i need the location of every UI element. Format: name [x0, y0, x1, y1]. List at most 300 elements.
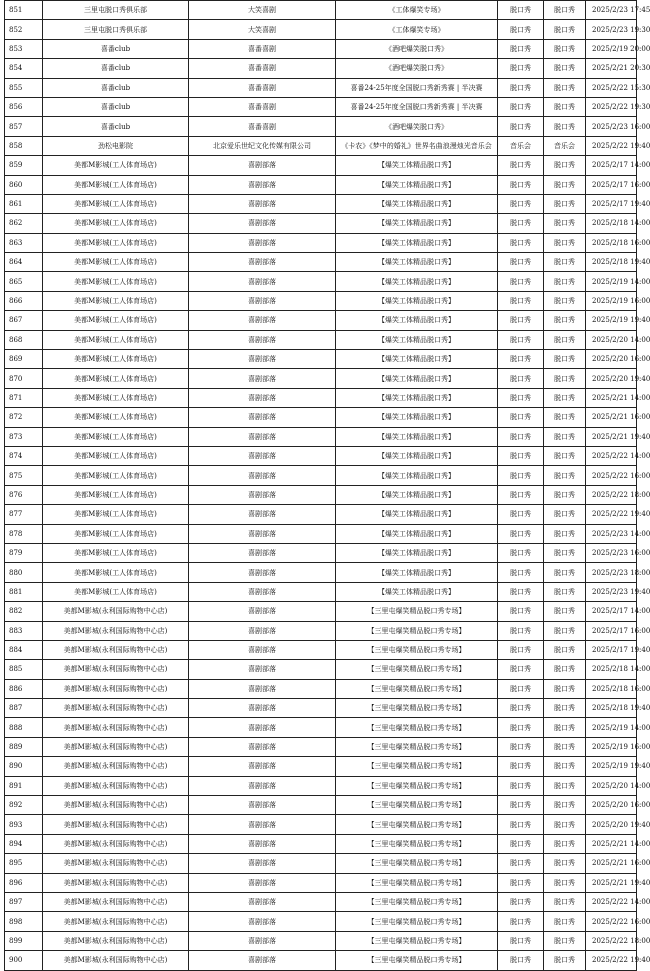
cell-type: 脱口秀: [544, 59, 586, 78]
cell-row-number: 895: [5, 854, 43, 873]
cell-category: 脱口秀: [498, 873, 544, 892]
cell-show-title: 【爆笑工体精品脱口秀】: [336, 291, 498, 310]
cell-type: 脱口秀: [544, 156, 586, 175]
cell-venue: 美都M影城(工人体育场店): [43, 350, 189, 369]
cell-category: 脱口秀: [498, 796, 544, 815]
cell-datetime: 2025/2/22 19:40: [586, 136, 637, 155]
cell-venue: 美都M影城(永利国际购物中心店): [43, 951, 189, 970]
cell-row-number: 888: [5, 718, 43, 737]
cell-organizer: 喜剧部落: [189, 621, 336, 640]
cell-organizer: 喜剧部落: [189, 350, 336, 369]
cell-organizer: 喜剧部落: [189, 834, 336, 853]
cell-category: 脱口秀: [498, 408, 544, 427]
cell-row-number: 881: [5, 582, 43, 601]
cell-datetime: 2025/2/20 19:40: [586, 815, 637, 834]
cell-show-title: 【三里屯爆笑精品脱口秀专场】: [336, 679, 498, 698]
cell-type: 脱口秀: [544, 892, 586, 911]
cell-row-number: 856: [5, 97, 43, 116]
cell-datetime: 2025/2/18 16:00: [586, 679, 637, 698]
cell-row-number: 884: [5, 640, 43, 659]
table-row: [5, 311, 637, 330]
cell-venue: 美都M影城(工人体育场店): [43, 156, 189, 175]
cell-row-number: 899: [5, 931, 43, 950]
cell-type: 脱口秀: [544, 330, 586, 349]
cell-row-number: 896: [5, 873, 43, 892]
cell-category: 脱口秀: [498, 311, 544, 330]
cell-type: 脱口秀: [544, 214, 586, 233]
table-row: [5, 427, 637, 446]
cell-show-title: 《工体爆笑专场》: [336, 20, 498, 39]
table-row: [5, 194, 637, 213]
cell-show-title: 【三里屯爆笑精品脱口秀专场】: [336, 737, 498, 756]
cell-category: 脱口秀: [498, 757, 544, 776]
cell-datetime: 2025/2/20 14:00: [586, 330, 637, 349]
cell-type: 脱口秀: [544, 291, 586, 310]
cell-type: 脱口秀: [544, 815, 586, 834]
cell-organizer: 喜剧部落: [189, 563, 336, 582]
cell-category: 脱口秀: [498, 369, 544, 388]
cell-category: 脱口秀: [498, 776, 544, 795]
cell-type: 脱口秀: [544, 350, 586, 369]
cell-category: 脱口秀: [498, 117, 544, 136]
table-row: [5, 175, 637, 194]
cell-show-title: 【爆笑工体精品脱口秀】: [336, 388, 498, 407]
cell-organizer: 喜剧部落: [189, 330, 336, 349]
cell-datetime: 2025/2/21 19:40: [586, 427, 637, 446]
cell-venue: 美都M影城(工人体育场店): [43, 543, 189, 562]
cell-category: 脱口秀: [498, 582, 544, 601]
cell-organizer: 喜剧部落: [189, 291, 336, 310]
cell-venue: 美都M影城(永利国际购物中心店): [43, 834, 189, 853]
cell-organizer: 喜剧部落: [189, 194, 336, 213]
cell-datetime: 2025/2/19 14:00: [586, 718, 637, 737]
cell-organizer: 喜剧部落: [189, 815, 336, 834]
cell-venue: 美都M影城(永利国际购物中心店): [43, 737, 189, 756]
cell-row-number: 869: [5, 350, 43, 369]
cell-row-number: 898: [5, 912, 43, 931]
cell-datetime: 2025/2/21 16:00: [586, 408, 637, 427]
cell-show-title: 【爆笑工体精品脱口秀】: [336, 311, 498, 330]
cell-type: 脱口秀: [544, 931, 586, 950]
cell-venue: 美都M影城(永利国际购物中心店): [43, 602, 189, 621]
cell-venue: 美都M影城(永利国际购物中心店): [43, 854, 189, 873]
table-row: [5, 350, 637, 369]
cell-venue: 美都M影城(工人体育场店): [43, 214, 189, 233]
cell-datetime: 2025/2/23 19:30: [586, 20, 637, 39]
cell-datetime: 2025/2/22 19:40: [586, 505, 637, 524]
cell-row-number: 851: [5, 1, 43, 20]
cell-datetime: 2025/2/21 19:40: [586, 873, 637, 892]
cell-datetime: 2025/2/18 19:40: [586, 253, 637, 272]
cell-organizer: 喜剧部落: [189, 446, 336, 465]
cell-category: 脱口秀: [498, 699, 544, 718]
cell-category: 音乐会: [498, 136, 544, 155]
cell-datetime: 2025/2/17 19:40: [586, 194, 637, 213]
cell-category: 脱口秀: [498, 621, 544, 640]
cell-show-title: 【爆笑工体精品脱口秀】: [336, 214, 498, 233]
table-row: [5, 776, 637, 795]
cell-venue: 美都M影城(工人体育场店): [43, 272, 189, 291]
cell-datetime: 2025/2/22 19:30: [586, 97, 637, 116]
cell-venue: 美都M影城(永利国际购物中心店): [43, 912, 189, 931]
cell-venue: 喜番club: [43, 59, 189, 78]
cell-type: 脱口秀: [544, 951, 586, 970]
cell-datetime: 2025/2/17 16:00: [586, 175, 637, 194]
cell-venue: 美都M影城(工人体育场店): [43, 485, 189, 504]
cell-category: 脱口秀: [498, 427, 544, 446]
cell-row-number: 859: [5, 156, 43, 175]
table-row: [5, 854, 637, 873]
cell-datetime: 2025/2/20 16:00: [586, 796, 637, 815]
cell-show-title: 《酒吧爆笑脱口秀》: [336, 39, 498, 58]
cell-organizer: 喜剧部落: [189, 214, 336, 233]
cell-organizer: 喜剧部落: [189, 931, 336, 950]
cell-type: 脱口秀: [544, 737, 586, 756]
cell-show-title: 【三里屯爆笑精品脱口秀专场】: [336, 776, 498, 795]
cell-organizer: 喜剧部落: [189, 505, 336, 524]
table-row: [5, 543, 637, 562]
cell-type: 脱口秀: [544, 39, 586, 58]
cell-show-title: 【爆笑工体精品脱口秀】: [336, 582, 498, 601]
cell-datetime: 2025/2/18 19:40: [586, 699, 637, 718]
table-row: [5, 466, 637, 485]
cell-row-number: 893: [5, 815, 43, 834]
cell-show-title: 【三里屯爆笑精品脱口秀专场】: [336, 699, 498, 718]
cell-show-title: 【三里屯爆笑精品脱口秀专场】: [336, 834, 498, 853]
cell-category: 脱口秀: [498, 485, 544, 504]
cell-row-number: 874: [5, 446, 43, 465]
cell-organizer: 喜剧部落: [189, 892, 336, 911]
cell-type: 脱口秀: [544, 97, 586, 116]
cell-type: 脱口秀: [544, 175, 586, 194]
cell-row-number: 876: [5, 485, 43, 504]
cell-organizer: 喜番喜剧: [189, 59, 336, 78]
cell-show-title: 【三里屯爆笑精品脱口秀专场】: [336, 912, 498, 931]
cell-organizer: 大笑喜剧: [189, 1, 336, 20]
cell-row-number: 858: [5, 136, 43, 155]
cell-datetime: 2025/2/17 19:40: [586, 640, 637, 659]
cell-organizer: 喜剧部落: [189, 854, 336, 873]
table-row: [5, 931, 637, 950]
table-row: [5, 563, 637, 582]
cell-show-title: 【三里屯爆笑精品脱口秀专场】: [336, 796, 498, 815]
cell-category: 脱口秀: [498, 602, 544, 621]
cell-venue: 美都M影城(永利国际购物中心店): [43, 892, 189, 911]
cell-datetime: 2025/2/21 14:00: [586, 388, 637, 407]
table-row: [5, 20, 637, 39]
cell-organizer: 喜剧部落: [189, 660, 336, 679]
cell-category: 脱口秀: [498, 78, 544, 97]
table-body: [5, 1, 650, 971]
cell-venue: 美都M影城(工人体育场店): [43, 524, 189, 543]
cell-type: 脱口秀: [544, 699, 586, 718]
cell-datetime: 2025/2/22 16:00: [586, 466, 637, 485]
table-row: [5, 388, 637, 407]
table-row: [5, 485, 637, 504]
cell-datetime: 2025/2/22 14:00: [586, 892, 637, 911]
cell-row-number: 871: [5, 388, 43, 407]
cell-datetime: 2025/2/23 16:00: [586, 117, 637, 136]
table-row: [5, 699, 637, 718]
cell-venue: 喜番club: [43, 97, 189, 116]
cell-show-title: 【爆笑工体精品脱口秀】: [336, 485, 498, 504]
cell-datetime: 2025/2/19 16:00: [586, 737, 637, 756]
cell-venue: 美都M影城(工人体育场店): [43, 291, 189, 310]
cell-type: 脱口秀: [544, 505, 586, 524]
cell-organizer: 喜剧部落: [189, 485, 336, 504]
cell-datetime: 2025/2/20 19:40: [586, 369, 637, 388]
cell-row-number: 861: [5, 194, 43, 213]
cell-organizer: 喜剧部落: [189, 582, 336, 601]
cell-type: 脱口秀: [544, 446, 586, 465]
cell-venue: 美都M影城(工人体育场店): [43, 233, 189, 252]
cell-show-title: 【爆笑工体精品脱口秀】: [336, 466, 498, 485]
table-row: [5, 815, 637, 834]
cell-show-title: 【三里屯爆笑精品脱口秀专场】: [336, 815, 498, 834]
cell-venue: 美都M影城(永利国际购物中心店): [43, 699, 189, 718]
cell-organizer: 喜番喜剧: [189, 117, 336, 136]
cell-category: 脱口秀: [498, 524, 544, 543]
cell-row-number: 857: [5, 117, 43, 136]
cell-datetime: 2025/2/23 19:40: [586, 582, 637, 601]
cell-organizer: 喜剧部落: [189, 543, 336, 562]
cell-show-title: 【三里屯爆笑精品脱口秀专场】: [336, 951, 498, 970]
cell-category: 脱口秀: [498, 951, 544, 970]
cell-organizer: 喜剧部落: [189, 253, 336, 272]
cell-row-number: 860: [5, 175, 43, 194]
table-row: [5, 446, 637, 465]
cell-row-number: 883: [5, 621, 43, 640]
cell-show-title: 【爆笑工体精品脱口秀】: [336, 563, 498, 582]
cell-row-number: 872: [5, 408, 43, 427]
cell-show-title: 《卡农》《梦中的婚礼》世界名曲浪漫烛光音乐会: [336, 136, 498, 155]
cell-type: 脱口秀: [544, 621, 586, 640]
cell-type: 脱口秀: [544, 718, 586, 737]
cell-category: 脱口秀: [498, 505, 544, 524]
cell-row-number: 868: [5, 330, 43, 349]
cell-type: 脱口秀: [544, 582, 586, 601]
cell-row-number: 854: [5, 59, 43, 78]
table-row: [5, 369, 637, 388]
cell-venue: 美都M影城(工人体育场店): [43, 446, 189, 465]
cell-organizer: 喜番喜剧: [189, 78, 336, 97]
table-row: [5, 1, 637, 20]
cell-datetime: 2025/2/23 17:45: [586, 1, 637, 20]
cell-type: 脱口秀: [544, 311, 586, 330]
cell-organizer: 喜剧部落: [189, 737, 336, 756]
cell-show-title: 【三里屯爆笑精品脱口秀专场】: [336, 602, 498, 621]
cell-datetime: 2025/2/22 18:00: [586, 931, 637, 950]
cell-row-number: 852: [5, 20, 43, 39]
cell-organizer: 喜剧部落: [189, 272, 336, 291]
cell-venue: 美都M影城(永利国际购物中心店): [43, 931, 189, 950]
cell-venue: 美都M影城(永利国际购物中心店): [43, 660, 189, 679]
cell-venue: 美都M影城(工人体育场店): [43, 175, 189, 194]
table-row: [5, 621, 637, 640]
cell-category: 脱口秀: [498, 20, 544, 39]
cell-category: 脱口秀: [498, 1, 544, 20]
cell-show-title: 《酒吧爆笑脱口秀》: [336, 117, 498, 136]
cell-organizer: 喜剧部落: [189, 175, 336, 194]
table-row: [5, 737, 637, 756]
table-row: [5, 834, 637, 853]
cell-type: 脱口秀: [544, 679, 586, 698]
cell-show-title: 【三里屯爆笑精品脱口秀专场】: [336, 854, 498, 873]
table-row: [5, 602, 637, 621]
table-row: [5, 524, 637, 543]
table-row: [5, 330, 637, 349]
cell-row-number: 900: [5, 951, 43, 970]
table-row: [5, 796, 637, 815]
cell-category: 脱口秀: [498, 737, 544, 756]
table-row: [5, 892, 637, 911]
table-row: [5, 640, 637, 659]
cell-show-title: 【爆笑工体精品脱口秀】: [336, 369, 498, 388]
cell-row-number: 889: [5, 737, 43, 756]
cell-category: 脱口秀: [498, 854, 544, 873]
cell-venue: 喜番club: [43, 39, 189, 58]
cell-venue: 美都M影城(工人体育场店): [43, 369, 189, 388]
table-row: [5, 39, 637, 58]
cell-organizer: 喜剧部落: [189, 718, 336, 737]
cell-row-number: 891: [5, 776, 43, 795]
table-row: [5, 951, 637, 970]
cell-organizer: 喜剧部落: [189, 679, 336, 698]
cell-organizer: 喜剧部落: [189, 466, 336, 485]
cell-show-title: 【爆笑工体精品脱口秀】: [336, 350, 498, 369]
cell-datetime: 2025/2/19 16:00: [586, 291, 637, 310]
cell-venue: 美都M影城(工人体育场店): [43, 505, 189, 524]
cell-row-number: 892: [5, 796, 43, 815]
cell-organizer: 喜剧部落: [189, 311, 336, 330]
table-row: [5, 912, 637, 931]
cell-venue: 美都M影城(工人体育场店): [43, 563, 189, 582]
cell-row-number: 878: [5, 524, 43, 543]
cell-type: 脱口秀: [544, 640, 586, 659]
cell-venue: 美都M影城(永利国际购物中心店): [43, 621, 189, 640]
table-row: [5, 59, 637, 78]
cell-organizer: 喜剧部落: [189, 408, 336, 427]
cell-category: 脱口秀: [498, 815, 544, 834]
cell-datetime: 2025/2/23 18:00: [586, 563, 637, 582]
cell-row-number: 887: [5, 699, 43, 718]
cell-type: 脱口秀: [544, 117, 586, 136]
cell-show-title: 【爆笑工体精品脱口秀】: [336, 233, 498, 252]
cell-type: 脱口秀: [544, 776, 586, 795]
cell-show-title: 喜番24-25年度全国脱口秀新秀赛 | 半决赛: [336, 97, 498, 116]
cell-type: 脱口秀: [544, 408, 586, 427]
cell-type: 脱口秀: [544, 563, 586, 582]
cell-venue: 美都M影城(永利国际购物中心店): [43, 679, 189, 698]
cell-datetime: 2025/2/19 14:00: [586, 272, 637, 291]
cell-datetime: 2025/2/23 16:00: [586, 543, 637, 562]
cell-show-title: 【三里屯爆笑精品脱口秀专场】: [336, 660, 498, 679]
cell-type: 脱口秀: [544, 194, 586, 213]
cell-category: 脱口秀: [498, 194, 544, 213]
cell-show-title: 【爆笑工体精品脱口秀】: [336, 272, 498, 291]
cell-category: 脱口秀: [498, 912, 544, 931]
cell-row-number: 866: [5, 291, 43, 310]
cell-category: 脱口秀: [498, 892, 544, 911]
cell-organizer: 喜剧部落: [189, 427, 336, 446]
cell-category: 脱口秀: [498, 272, 544, 291]
cell-row-number: 875: [5, 466, 43, 485]
cell-show-title: 【三里屯爆笑精品脱口秀专场】: [336, 892, 498, 911]
cell-show-title: 【三里屯爆笑精品脱口秀专场】: [336, 640, 498, 659]
cell-show-title: 【爆笑工体精品脱口秀】: [336, 505, 498, 524]
cell-type: 脱口秀: [544, 485, 586, 504]
cell-venue: 美都M影城(工人体育场店): [43, 427, 189, 446]
cell-venue: 三里屯脱口秀俱乐部: [43, 1, 189, 20]
cell-type: 脱口秀: [544, 272, 586, 291]
cell-category: 脱口秀: [498, 834, 544, 853]
cell-show-title: 【爆笑工体精品脱口秀】: [336, 446, 498, 465]
table-row: [5, 718, 637, 737]
cell-show-title: 【爆笑工体精品脱口秀】: [336, 427, 498, 446]
table-row: [5, 679, 637, 698]
cell-row-number: 873: [5, 427, 43, 446]
cell-row-number: 885: [5, 660, 43, 679]
cell-type: 脱口秀: [544, 543, 586, 562]
cell-venue: 美都M影城(永利国际购物中心店): [43, 776, 189, 795]
cell-venue: 三里屯脱口秀俱乐部: [43, 20, 189, 39]
cell-datetime: 2025/2/22 19:40: [586, 951, 637, 970]
table-row: [5, 291, 637, 310]
cell-category: 脱口秀: [498, 679, 544, 698]
cell-organizer: 大笑喜剧: [189, 20, 336, 39]
cell-category: 脱口秀: [498, 253, 544, 272]
cell-category: 脱口秀: [498, 640, 544, 659]
cell-venue: 喜番club: [43, 78, 189, 97]
table-row: [5, 97, 637, 116]
table-row: [5, 78, 637, 97]
cell-row-number: 882: [5, 602, 43, 621]
cell-category: 脱口秀: [498, 214, 544, 233]
cell-datetime: 2025/2/21 16:00: [586, 854, 637, 873]
cell-show-title: 【爆笑工体精品脱口秀】: [336, 194, 498, 213]
cell-datetime: 2025/2/22 15:30: [586, 78, 637, 97]
cell-type: 脱口秀: [544, 602, 586, 621]
cell-datetime: 2025/2/20 14:00: [586, 776, 637, 795]
cell-datetime: 2025/2/17 14:00: [586, 156, 637, 175]
table-row: [5, 136, 637, 155]
cell-organizer: 喜番喜剧: [189, 39, 336, 58]
cell-datetime: 2025/2/21 20:30: [586, 59, 637, 78]
cell-venue: 美都M影城(工人体育场店): [43, 408, 189, 427]
table-row: [5, 505, 637, 524]
cell-show-title: 《工体爆笑专场》: [336, 1, 498, 20]
cell-datetime: 2025/2/22 16:00: [586, 912, 637, 931]
table-row: [5, 156, 637, 175]
table-row: [5, 757, 637, 776]
cell-show-title: 【三里屯爆笑精品脱口秀专场】: [336, 621, 498, 640]
cell-organizer: 喜剧部落: [189, 757, 336, 776]
cell-organizer: 喜剧部落: [189, 369, 336, 388]
table-row: [5, 408, 637, 427]
cell-organizer: 喜剧部落: [189, 912, 336, 931]
cell-row-number: 897: [5, 892, 43, 911]
cell-category: 脱口秀: [498, 563, 544, 582]
cell-organizer: 喜剧部落: [189, 699, 336, 718]
cell-venue: 美都M影城(永利国际购物中心店): [43, 757, 189, 776]
cell-organizer: 喜剧部落: [189, 776, 336, 795]
cell-category: 脱口秀: [498, 931, 544, 950]
cell-venue: 美都M影城(工人体育场店): [43, 311, 189, 330]
cell-venue: 美都M影城(工人体育场店): [43, 253, 189, 272]
cell-datetime: 2025/2/20 16:00: [586, 350, 637, 369]
cell-venue: 美都M影城(工人体育场店): [43, 388, 189, 407]
cell-row-number: 865: [5, 272, 43, 291]
